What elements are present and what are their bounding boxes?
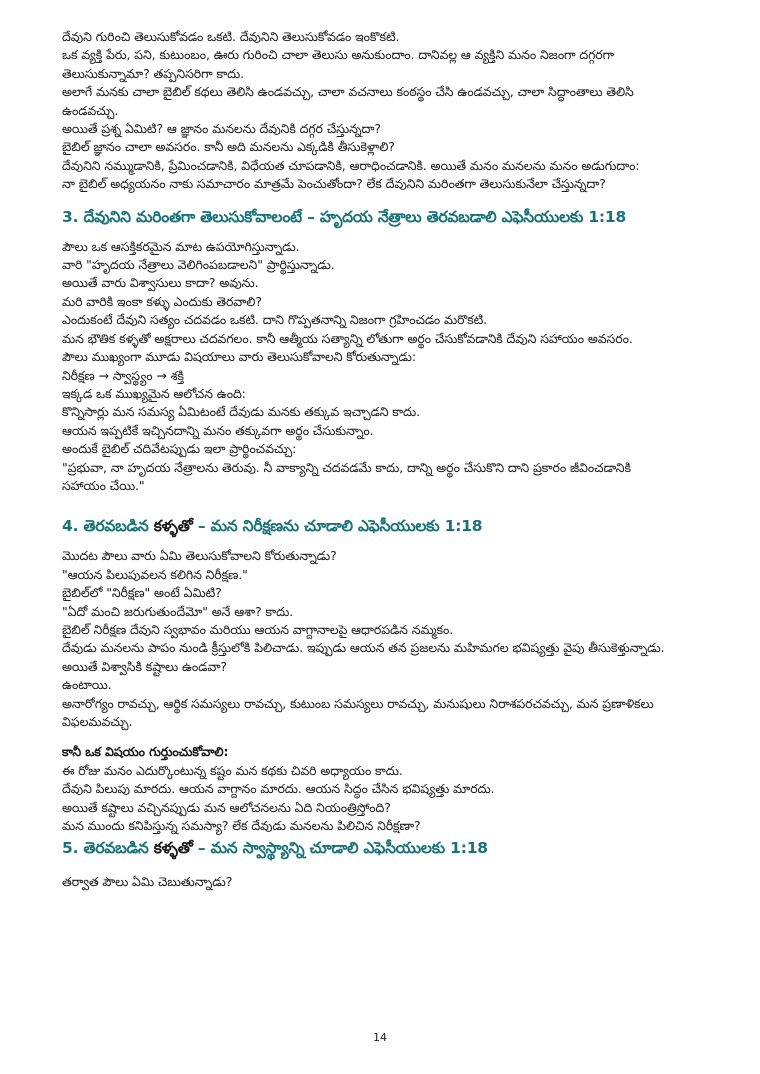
text-line: అనారోగ్యం రావచ్చు, ఆర్థిక సమస్యలు రావచ్చు, కుటుంబ సమస్యలు రావచ్చు, మనుషులు నిరాశపరచవచ్చు, మన ప్రణాళికలు [62,695,654,711]
text-line: నిరీక్షణ → స్వాస్థ్యం → శక్తి [62,367,184,383]
text-line: ఒక వ్యక్తి పేరు, పని, కుటుంబం, ఊరు గురించి చాలా తెలుసు అనుకుందాం. దానివల్ల ఆ వ్యక్తిని మనం నిజంగా దగ్గరగా [62,47,614,63]
section-5-heading-emphasis: కళ్ళతో [153,839,193,858]
text-line: ఉండవచ్చు. [62,102,119,118]
section-4-heading-end: – మన నిరీక్షణను చూడాలి ఎఫెసీయులకు 1:18 [192,517,483,536]
text-line: దేవుని గురించి తెలుసుకోవడం ఒకటి. దేవునిని తెలుసుకోవడం ఇంకొకటి. [62,29,400,44]
text-line: "ఆయన పిలుపువలన కలిగిన నిరీక్షణ." [62,566,248,582]
text-line: బైబిల్‌లో "నిరీక్షణ" అంటే ఏమిటి? [62,585,222,601]
section-4-heading [62,515,700,537]
section-4-sub-body [62,762,700,836]
text-line: వారి "హృదయ నేత్రాలు వెలిగింపబడాలని" ప్రార్థిస్తున్నాడు. [62,257,335,273]
text-line: మన ముందు కనిపిస్తున్న సమస్యా? లేక దేవుడు మనలను పిలిచిన నిరీక్షణా? [62,818,421,834]
text-line: దేవునిని నమ్ముడానికి, ప్రేమించడానికి, విధేయత చూపడానికి, ఆరాధించడానికి. అయితే మనం మనలను మనం అడుగుదాం: [62,157,640,173]
text-line: ఉంటాయి. [62,677,112,693]
section-4-subheading: కానీ ఒక విషయం గుర్తుంచుకోవాలి: [62,744,229,760]
text-line: బైబిల్ జ్ఞానం చాలా అవసరం. కానీ అది మనలను ఎక్కడికి తీసుకెళ్లాలి? [62,139,395,155]
text-line: ఎందుకంటే దేవుని సత్యం చదవడం ఒకటి. దాని గొప్పతనాన్ని నిజంగా గ్రహించడం మరొకటి. [62,312,487,328]
section-4-heading-start: 4. తెరవబడిన [62,517,149,536]
text-line: అందుకే బైబిల్ చదివేటప్పుడు ఇలా ప్రార్థించవచ్చు: [62,441,297,457]
section-4-heading-emphasis: కళ్ళతో [153,517,193,536]
text-line: కొన్నిసార్లు మన సమస్య ఏమిటంటే దేవుడు మనకు తక్కువ ఇచ్చాడని కాదు. [62,404,420,420]
text-line: "ఏదో మంచి జరుగుతుందేమో" అనే ఆశా? కాదు. [62,603,294,619]
text-line: బైబిల్ నిరీక్షణ దేవుని స్వభావం మరియు ఆయన వాగ్దానాలపై ఆధారపడిన నమ్మకం. [62,621,454,637]
section-5-heading-end: – మన స్వాస్థ్యాన్ని చూడాలి ఎఫెసీయులకు 1:18 [192,839,488,858]
text-line: విఫలమవచ్చు. [62,714,133,729]
text-line: ఆయన ఇప్పటికే ఇచ్చినదాన్ని మనం తక్కువగా అర్థం చేసుకున్నాం. [62,422,374,438]
section-3-heading: 3. దేవునిని మరింతగా తెలుసుకోవాలంటే – హృదయ నేత్రాలు తెరవబడాలి ఎఫెసీయులకు 1:18 [62,207,627,226]
text-line: దేవుడు మనలను పాపం నుండి క్రీస్తులోకి పిలిచాడు. ఇప్పుడు ఆయన తన ప్రజలను మహిమగల భవిష్యత్తు వైపు తీసుకెళ్తున్నాడు. [62,640,665,656]
text-line: నా బైబిల్ అధ్యయనం నాకు సమాచారం మాత్రమే పెంచుతోందా? లేక దేవునిని మరింతగా తెలుసుకునేలా చేస్తున్నదా? [62,176,606,192]
section-5-heading [62,837,700,859]
text-line: అలాగే మనకు చాలా బైబిల్ కథలు తెలిసి ఉండవచ్చు, చాలా వచనాలు కంఠస్థం చేసి ఉండవచ్చు, చాలా సిద్ధాంతాలు తెలిసి [62,84,634,100]
text-line: "ప్రభువా, నా హృదయ నేత్రాలను తెరువు. నీ వాక్యాన్ని చదవడమే కాదు, దాన్ని అర్థం చేసుకొని దాని ప్రకారం జీవించడానికి [62,459,631,475]
text-line: పౌలు ఒక ఆసక్తికరమైన మాట ఉపయోగిస్తున్నాడు. [62,238,300,254]
text-line: సహాయం చేయి." [62,477,145,493]
text-line: పౌలు ముఖ్యంగా మూడు విషయాలు వారు తెలుసుకోవాలని కోరుతున్నాడు: [62,349,416,365]
text-line: ఇక్కడ ఒక ముఖ్యమైన ఆలోచన ఉంది: [62,385,246,401]
page-number: 14 [373,1031,387,1044]
text-line: తర్వాత పౌలు ఏమి చెబుతున్నాడు? [62,874,233,890]
intro-paragraph [62,28,700,194]
section-4-body [62,547,700,731]
text-line: మరి వారికి ఇంకా కళ్ళు ఎందుకు తెరవాలి? [62,293,262,309]
text-line: అయితే వారు విశ్వాసులు కాదా? అవును. [62,275,259,291]
text-line: ఈ రోజు మనం ఎదుర్కొంటున్న కష్టం మన కథకు చివరి అధ్యాయం కాదు. [62,762,403,778]
text-line: అయితే ప్రశ్న ఏమిటి? ఆ జ్ఞానం మనలను దేవునికి దగ్గర చేస్తున్నదా? [62,121,381,137]
text-line: మన భౌతిక కళ్ళతో అక్షరాలు చదవగలం. కానీ ఆత్మీయ సత్యాన్ని లోతుగా అర్థం చేసుకోవడానికి దేవుని సహాయం అవసరం. [62,330,633,346]
section-5-body [62,873,700,891]
text-line: దేవుని పిలుపు మారదు. ఆయన వాగ్దానం మారదు. ఆయన సిద్ధం చేసిన భవిష్యత్తు మారదు. [62,781,495,797]
section-3-body [62,238,700,496]
text-line: అయితే విశ్వాసికి కష్టాలు ఉండవా? [62,658,227,674]
text-line: అయితే కష్టాలు వచ్చినప్పుడు మన ఆలోచనలను ఏది నియంత్రిస్తోంది? [62,799,391,815]
section-5-heading-start: 5. తెరవబడిన [62,839,149,858]
text-line: తెలుసుకున్నామా? తప్పనిసరిగా కాదు. [62,65,245,81]
text-line: మొదట పౌలు వారు ఏమి తెలుసుకోవాలని కోరుతున్నాడు? [62,548,337,564]
